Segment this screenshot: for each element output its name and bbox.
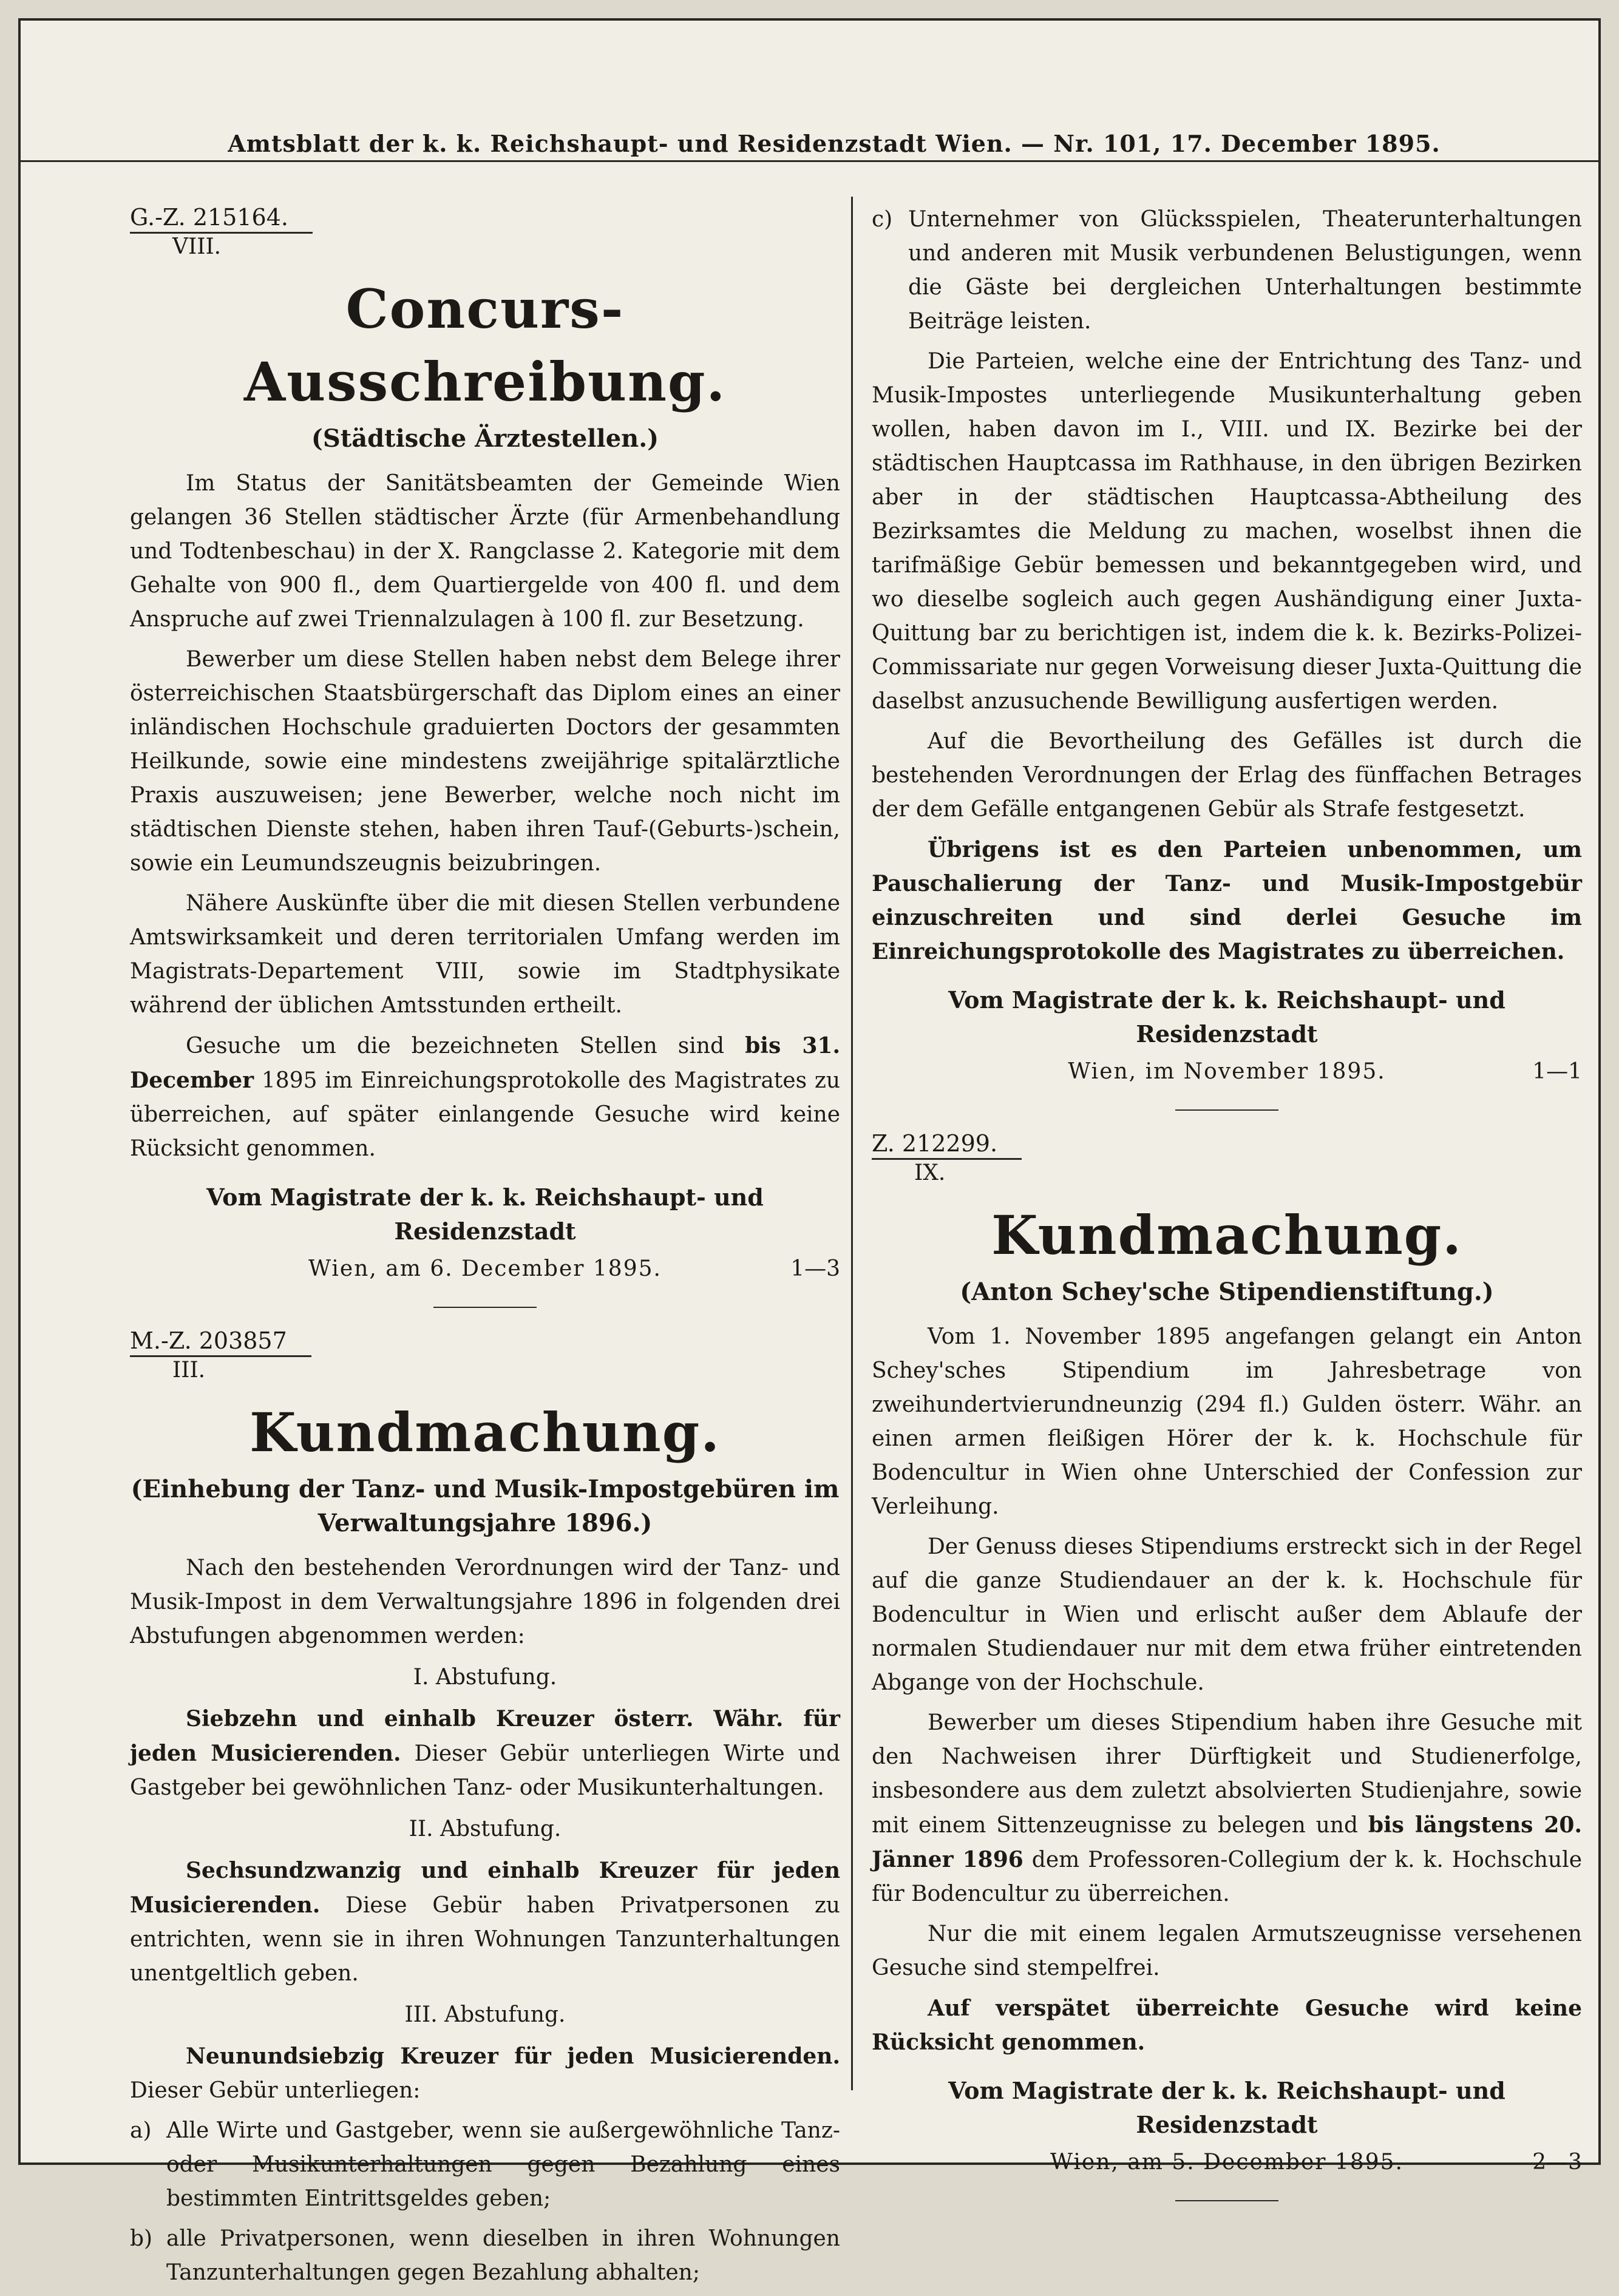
notice-subtitle: (Städtische Ärztestellen.) [311, 424, 659, 453]
paragraph: Nach den bestehenden Verordnungen wird der Tanz- und Musik-Impost in dem Verwaltungsjahre 1896 in folgenden drei Abstufungen abgenommen werden: [130, 1556, 840, 1648]
text: 1895 im Einreichungsprotokolle des Magistrates zu überreichen, auf später einlangende Gesuche wird keine Rücksicht genommen. [130, 1068, 840, 1161]
list-text: Unternehmer von Glücksspielen, Theaterunterhaltungen und anderen mit Musik verbundenen Belustigungen, wenn die Gäste bei dergleichen Unterhaltungen bestimmte Beiträge leisten. [908, 207, 1582, 334]
deadline-paragraph [130, 1029, 840, 1166]
paragraph: Nur die mit einem legalen Armutszeugnisse versehenen Gesuche sind stempelfrei. [872, 1922, 1582, 1980]
list-label: c) [872, 207, 893, 232]
separator [433, 1307, 537, 1308]
kundmachung-impost [130, 1326, 840, 2290]
newspaper-page [18, 18, 1601, 2285]
stage-heading: I. Abstufung. [413, 1665, 557, 1690]
paragraph [130, 1854, 840, 1991]
reference-number: M.-Z. 203857 [130, 1326, 311, 1357]
kundmachung-impost-continued [872, 203, 1582, 1111]
department-number: VIII. [172, 234, 222, 259]
paragraph [130, 1702, 840, 1805]
signature: Vom Magistrate der k. k. Reichshaupt- und Residenzstadt [948, 986, 1505, 1048]
list-text: Alle Wirte und Gastgeber, wenn sie außergewöhnliche Tanz- oder Musikunterhaltungen gegen Bezahlung eines bestimmten Eintrittsgeldes geben; [166, 2118, 840, 2211]
date: Wien, im November 1895. [1068, 1059, 1386, 1084]
reference-number: G.-Z. 215164. [130, 203, 313, 234]
list-item [130, 2114, 840, 2216]
paragraph: Auf die Bevortheilung des Gefälles ist durch die bestehenden Verordnungen der Erlag des fünffachen Betrages der dem Gefälle entgangenen Gebür als Strafe festgesetzt. [872, 729, 1582, 822]
issue-count: 1—1 [1532, 1059, 1582, 1084]
rate: Sechsundzwanzig und einhalb Kreuzer für jeden Musicierenden. [130, 1858, 840, 1918]
separator [1175, 1109, 1278, 1111]
separator [1175, 2200, 1278, 2201]
list-item [872, 203, 1582, 339]
paragraph: Nähere Auskünfte über die mit diesen Stellen verbundene Amtswirksamkeit und deren territorialen Umfang werden im Magistrats-Departement VIII, sowie im Stadtphysikate während der üblichen Amtsstunden ertheilt. [130, 891, 840, 1018]
stage-heading: III. Abstufung. [404, 2002, 566, 2027]
date-row [872, 2145, 1582, 2182]
left-column [130, 203, 840, 2296]
deadline-paragraph [872, 1706, 1582, 1911]
rate: Siebzehn und einhalb Kreuzer österr. Währ. für jeden Musicierenden. [130, 1706, 840, 1766]
paragraph: Vom 1. November 1895 angefangen gelangt ein Anton Schey'sches Stipendium im Jahresbetrage von zweihundertvierundneunzig (294 fl.) Gulden österr. Währ. an einen armen fleißigen Hörer der k. k. Hochschule für Bodencultur in Wien ohne Unterschied der Confession zur Verleihung. [872, 1324, 1582, 1519]
paragraph: Übrigens ist es den Parteien unbenommen, um Pauschalierung der Tanz- und Musik-Impostgebür einzuschreiten und sind derlei Gesuche im Einreichungsprotokolle des Magistrates zu überreichen. [872, 837, 1582, 964]
text: Dieser Gebür unterliegen: [130, 2078, 421, 2103]
date-row [872, 1055, 1582, 1091]
notice-title: Concurs-Ausschreibung. [243, 277, 727, 413]
signature: Vom Magistrate der k. k. Reichshaupt- und Residenzstadt [948, 2077, 1505, 2138]
notice-subtitle: (Einhebung der Tanz- und Musik-Impostgebüren im Verwaltungsjahre 1896.) [131, 1475, 840, 1537]
issue-count: 2—3 [1532, 2150, 1582, 2175]
deadline: bis längstens 20. Jänner 1896 [872, 1812, 1582, 1872]
text: Diese Gebür haben Privatpersonen zu entrichten, wenn sie in ihren Wohnungen Tanzunterhaltungen unentgeltlich geben. [130, 1893, 840, 1986]
text: Bewerber um dieses Stipendium haben ihre Gesuche mit den Nachweisen ihrer Dürftigkeit und Studienerfolge, insbesondere aus dem zuletzt absolvierten Studienjahre, sowie mit einem Sittenzeugnisse zu belegen und [872, 1710, 1582, 1838]
list-label: a) [130, 2118, 152, 2143]
column-rule [851, 197, 853, 2090]
paragraph: Bewerber um diese Stellen haben nebst dem Belege ihrer österreichischen Staatsbürgerschaft das Diplom eines an einer inländischen Hochschule graduierten Doctors der gesammten Heilkunde, sowie eine mindestens zweijährige spitalärztliche Praxis auszuweisen; jene Bewerber, welche noch nicht im städtischen Dienste stehen, haben ihren Tauf-(Geburts-)schein, sowie ein Leumundszeugnis beizubringen. [130, 647, 840, 876]
kundmachung-stipendium [872, 1129, 1582, 2201]
paragraph: Im Status der Sanitätsbeamten der Gemeinde Wien gelangen 36 Stellen städtischer Ärzte (für Armenbehandlung und Todtenbeschau) in der X. Rangclasse 2. Kategorie mit dem Gehalte von 900 fl., dem Quartiergelde von 400 fl. und dem Anspruche auf zwei Triennalzulagen à 100 fl. zur Besetzung. [130, 471, 840, 632]
date: Wien, am 6. December 1895. [308, 1256, 662, 1281]
reference-number: Z. 212299. [872, 1129, 1022, 1160]
list-label: b) [130, 2226, 153, 2251]
header-rule [21, 160, 1598, 162]
text: Dieser Gebür unterliegen Wirte und Gastgeber bei gewöhnlichen Tanz- oder Musikunterhaltungen. [130, 1741, 840, 1800]
stage-heading: II. Abstufung. [409, 1817, 562, 1841]
paragraph: Die Parteien, welche eine der Entrichtung des Tanz- und Musik-Impostes unterliegende Musikunterhaltung geben wollen, haben davon im I., VIII. und IX. Bezirke bei der städtischen Hauptcassa im Rathhause, in den übrigen Bezirken aber in der städtischen Hauptcassa-Abtheilung des Bezirksamtes die Meldung zu machen, woselbst ihnen die tarifmäßige Gebür bemessen und bekanntgegeben wird, und wo dieselbe sogleich auch gegen Aushändigung einer Juxta-Quittung bar zu berichtigen ist, indem die k. k. Bezirks-Polizei-Commissariate nur gegen Vorweisung dieser Juxta-Quittung die daselbst anzusuchende Bewilligung ausfertigen werden. [872, 349, 1582, 714]
department-number: III. [172, 1358, 206, 1383]
signature: Vom Magistrate der k. k. Reichshaupt- und Residenzstadt [206, 1184, 764, 1245]
text: Gesuche um die bezeichneten Stellen sind [186, 1034, 745, 1058]
deadline: bis 31. December [130, 1033, 841, 1093]
date-row [130, 1252, 840, 1289]
right-column [872, 203, 1582, 2220]
concurs-notice [130, 203, 840, 1308]
paragraph [130, 2039, 840, 2108]
running-head: Amtsblatt der k. k. Reichshaupt- und Residenzstadt Wien. — Nr. 101, 17. December 1895. [228, 130, 1441, 157]
notice-title: Kundmachung. [249, 1401, 721, 1464]
paragraph: Der Genuss dieses Stipendiums erstreckt sich in der Regel auf die ganze Studiendauer an der k. k. Hochschule für Bodencultur in Wien und erlischt außer dem Ablaufe der normalen Studiendauer nur mit dem etwa früher eintretenden Abgange von der Hochschule. [872, 1534, 1582, 1695]
notice-title: Kundmachung. [991, 1204, 1462, 1267]
list-item [130, 2222, 840, 2290]
date: Wien, am 5. December 1895. [1050, 2150, 1403, 2175]
issue-count: 1—3 [790, 1256, 840, 1281]
rate: Neunundsiebzig Kreuzer für jeden Musicierenden. [186, 2044, 840, 2069]
notice-subtitle: (Anton Schey'sche Stipendienstiftung.) [960, 1278, 1494, 1306]
text: dem Professoren-Collegium der k. k. Hochschule für Bodencultur zu überreichen. [872, 1847, 1582, 1906]
list-text: alle Privatpersonen, wenn dieselben in ihren Wohnungen Tanzunterhaltungen gegen Bezahlung abhalten; [166, 2226, 840, 2285]
paragraph: Auf verspätet überreichte Gesuche wird keine Rücksicht genommen. [872, 1996, 1582, 2055]
department-number: IX. [914, 1160, 946, 1185]
